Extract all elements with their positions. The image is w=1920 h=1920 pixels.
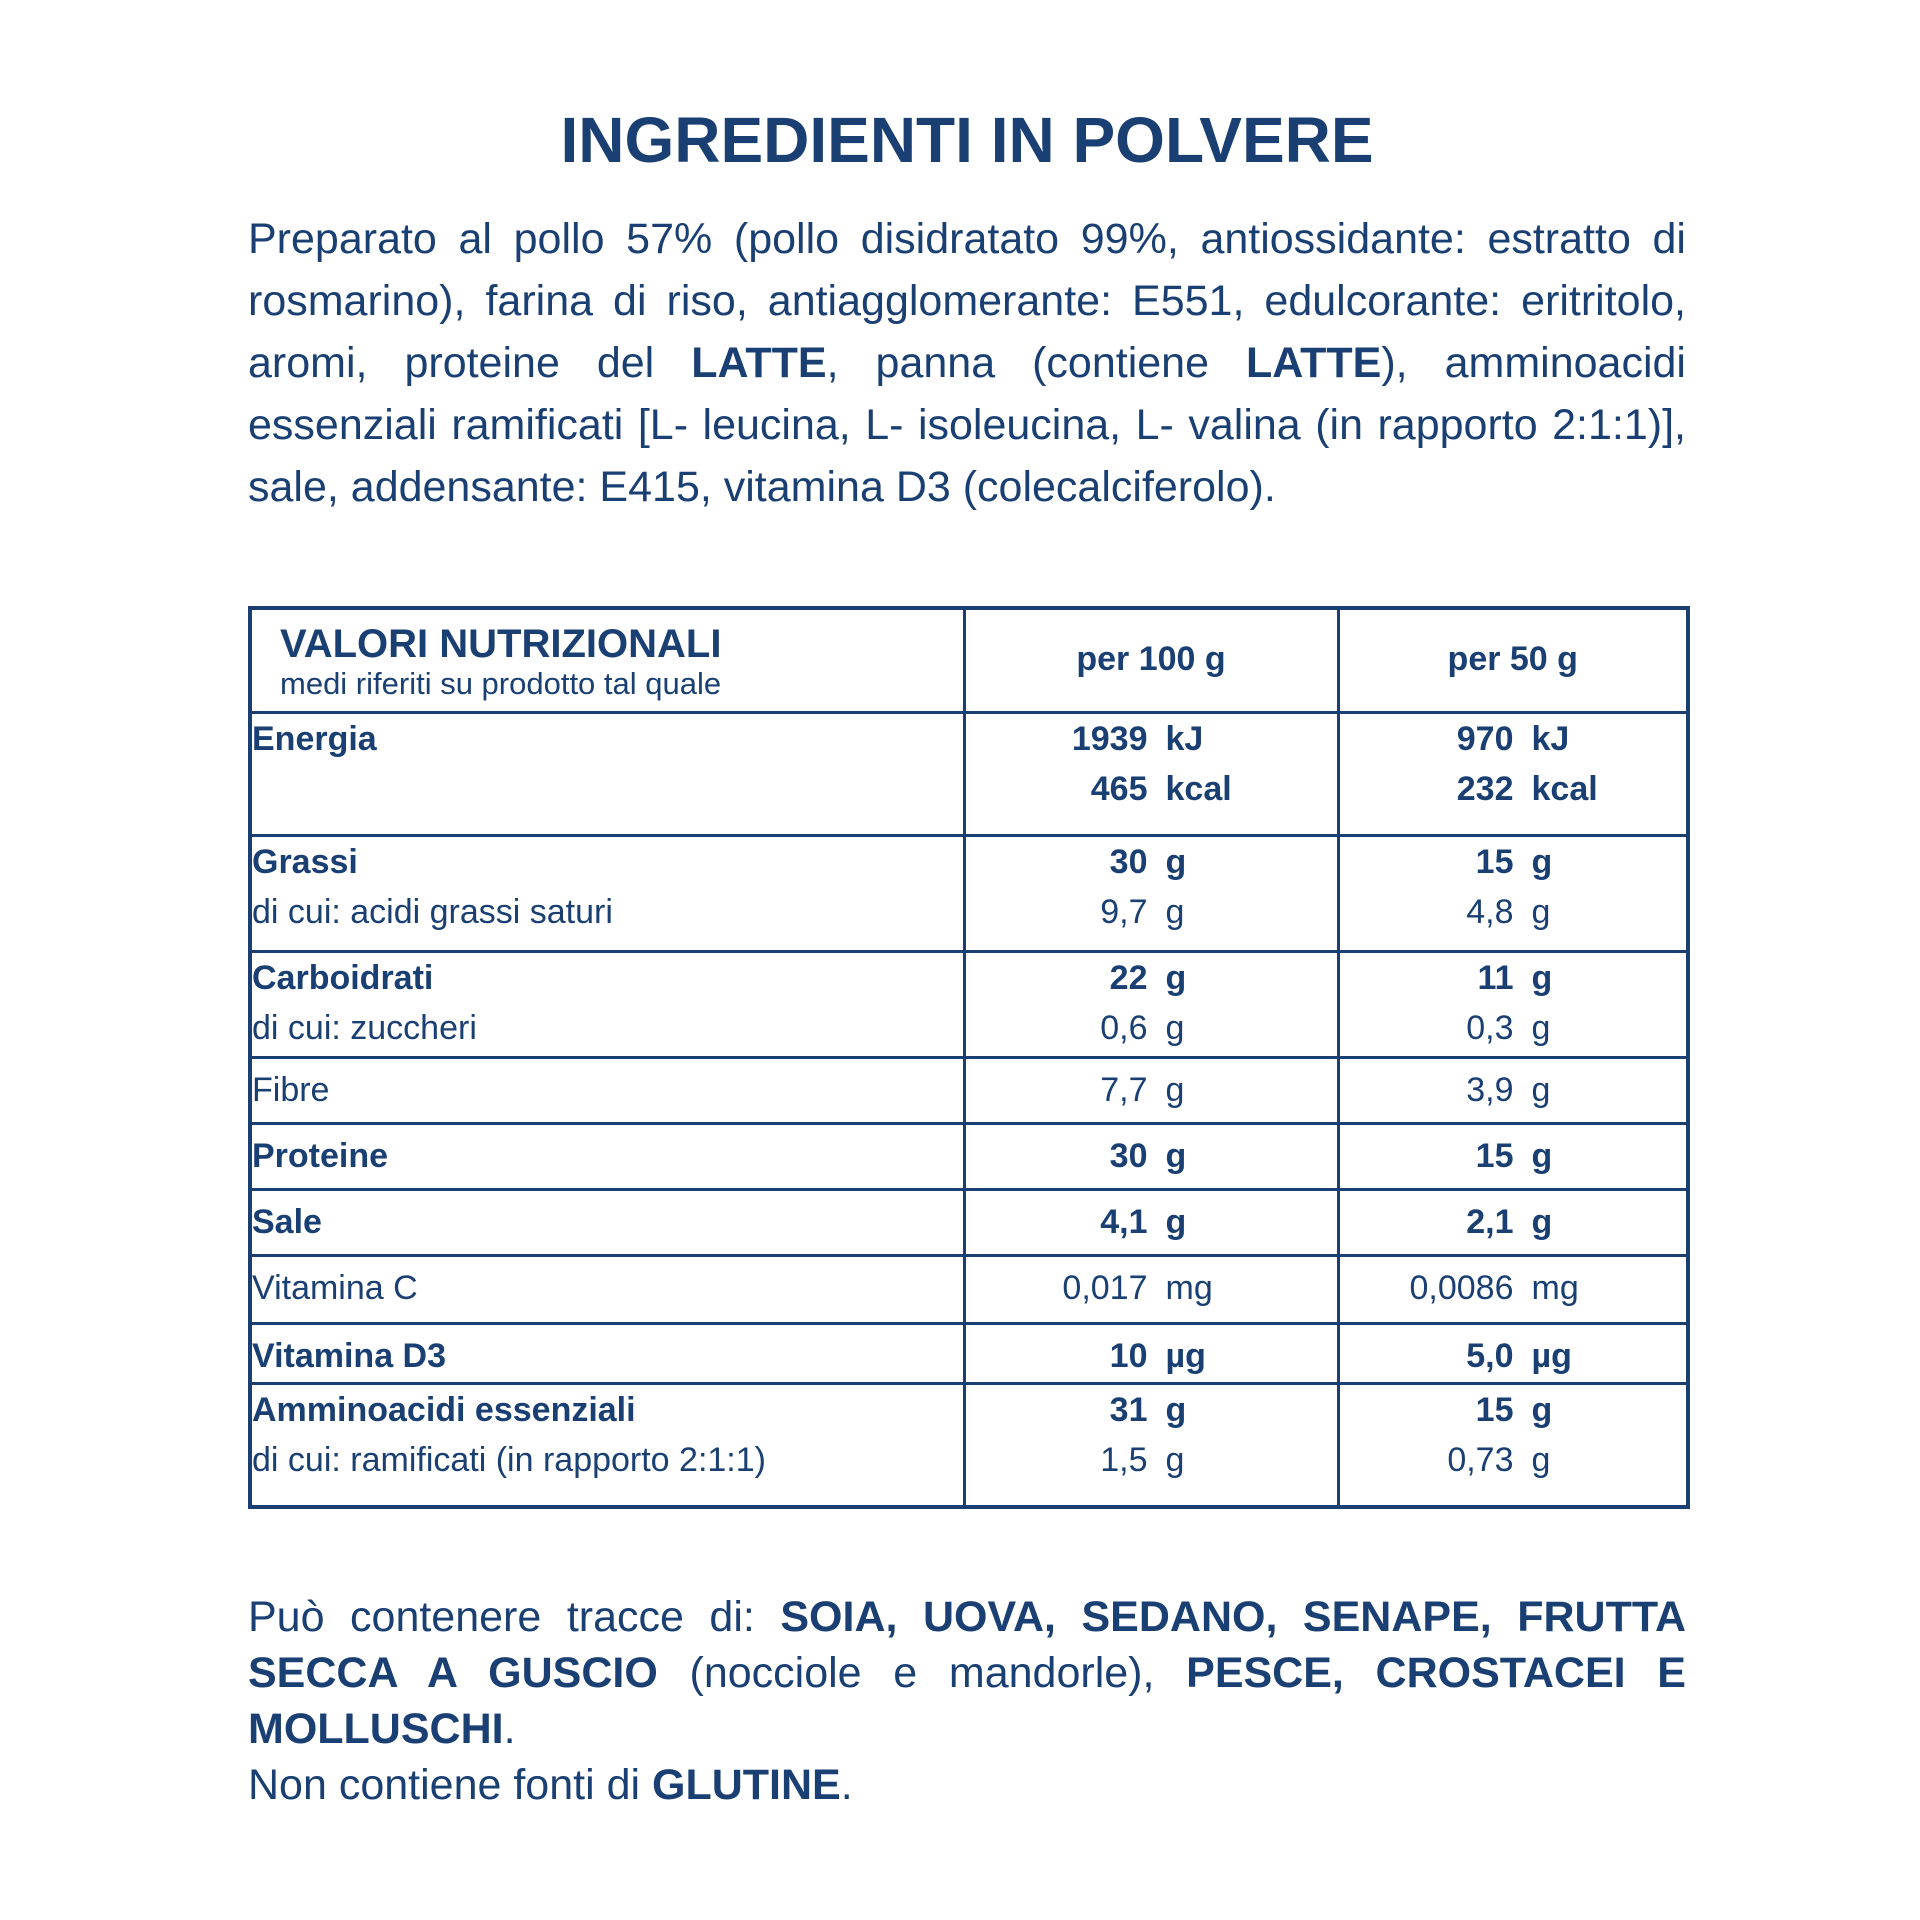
value-line bbox=[1340, 1435, 1687, 1485]
bold-text-segment: LATTE bbox=[1246, 339, 1382, 387]
label-page bbox=[248, 100, 1686, 1813]
nutrient-name-cell bbox=[250, 951, 964, 1057]
nutrition-row-carboidrati bbox=[250, 951, 1688, 1057]
value-unit: g bbox=[1531, 1440, 1551, 1479]
value-number: 9,7 bbox=[1100, 892, 1148, 931]
nutrient-name: Amminoacidi essenziali bbox=[252, 1390, 636, 1429]
value-number: 11 bbox=[1477, 958, 1514, 997]
nutrient-name: Proteine bbox=[252, 1136, 389, 1175]
value-cell-per-50g bbox=[1338, 1057, 1688, 1123]
value-number: 3,9 bbox=[1466, 1070, 1514, 1109]
value-cell-per-100g bbox=[964, 1255, 1338, 1323]
value-cell-per-100g bbox=[964, 1189, 1338, 1255]
value-line bbox=[1340, 764, 1687, 814]
value-number: 4,8 bbox=[1466, 892, 1514, 931]
value-line bbox=[1340, 1331, 1687, 1381]
ingredients-title: INGREDIENTI IN POLVERE bbox=[560, 104, 1374, 176]
value-unit: g bbox=[1531, 1008, 1551, 1047]
nutrient-name-cell bbox=[250, 1383, 964, 1507]
value-line bbox=[966, 1385, 1337, 1435]
nutrient-sub-name: di cui: acidi grassi saturi bbox=[252, 892, 613, 931]
value-number: 15 bbox=[1475, 1390, 1514, 1429]
value-number: 31 bbox=[1109, 1390, 1148, 1429]
nutrition-row-fibre bbox=[250, 1057, 1688, 1123]
value-unit: µg bbox=[1531, 1336, 1572, 1375]
nutrient-sub-name: di cui: ramificati (in rapporto 2:1:1) bbox=[252, 1440, 766, 1479]
value-line bbox=[966, 1131, 1337, 1181]
nutrient-name-cell bbox=[250, 1323, 964, 1383]
value-cell-per-50g bbox=[1338, 951, 1688, 1057]
value-number: 1939 bbox=[1071, 719, 1148, 758]
value-line bbox=[1340, 953, 1687, 1003]
value-cell-per-100g bbox=[964, 712, 1338, 835]
nutrient-name-cell bbox=[250, 712, 964, 835]
text-segment: Preparato al pollo 57% (pollo disidratato 99%, antiossidante: estratto di rosmarino), farina di riso, antiagglomerante: E551, edulcorante: eritritolo, aromi, proteine del bbox=[248, 215, 1686, 387]
nutrient-name-cell bbox=[250, 1255, 964, 1323]
value-unit: kJ bbox=[1531, 719, 1570, 758]
value-cell-per-100g bbox=[964, 1057, 1338, 1123]
value-number: 22 bbox=[1109, 958, 1148, 997]
value-line bbox=[966, 1197, 1337, 1247]
value-number: 15 bbox=[1475, 842, 1514, 881]
value-line bbox=[1340, 1065, 1687, 1115]
nutrient-name: Vitamina C bbox=[252, 1268, 418, 1307]
nutrient-name: Fibre bbox=[252, 1070, 330, 1109]
value-line bbox=[966, 953, 1337, 1003]
value-cell-per-50g bbox=[1338, 712, 1688, 835]
value-line bbox=[1340, 1385, 1687, 1435]
value-number: 4,1 bbox=[1100, 1202, 1148, 1241]
value-unit: kcal bbox=[1531, 769, 1598, 808]
value-number: 30 bbox=[1109, 842, 1148, 881]
nutrient-name: Grassi bbox=[252, 842, 358, 881]
value-unit: g bbox=[1165, 958, 1187, 997]
text-segment: . bbox=[840, 1761, 853, 1809]
text-segment: Non contiene fonti di bbox=[248, 1761, 652, 1809]
text-segment: Può contenere tracce di: bbox=[248, 1593, 781, 1641]
value-cell-per-100g bbox=[964, 1323, 1338, 1383]
value-number: 10 bbox=[1109, 1336, 1148, 1375]
value-number: 232 bbox=[1456, 769, 1514, 808]
nutrient-name-cell bbox=[250, 1057, 964, 1123]
value-unit: g bbox=[1531, 1202, 1553, 1241]
nutrient-name: Vitamina D3 bbox=[252, 1336, 447, 1375]
nutrient-name-cell bbox=[250, 1123, 964, 1189]
column-header-per-100g: per 100 g bbox=[964, 608, 1338, 712]
value-unit: g bbox=[1531, 842, 1553, 881]
text-segment: (nocciole e mandorle), bbox=[657, 1649, 1187, 1697]
value-cell-per-100g bbox=[964, 835, 1338, 951]
text-segment: ), amminoacidi essenziali ramificati [L- leucina, L- isoleucina, L- valina (in rapporto 2:1:1)], sale, addensante: E415, vitamina D3 (colecalciferolo). bbox=[248, 339, 1686, 511]
nutrition-row-sale bbox=[250, 1189, 1688, 1255]
allergen-traces-text bbox=[248, 1589, 1686, 1757]
text-segment: . bbox=[503, 1705, 516, 1753]
value-cell-per-50g bbox=[1338, 1189, 1688, 1255]
nutrient-sub-name: di cui: zuccheri bbox=[252, 1008, 477, 1047]
value-unit: g bbox=[1531, 958, 1553, 997]
value-line bbox=[966, 887, 1337, 937]
nutrient-name: Carboidrati bbox=[252, 958, 434, 997]
bold-text-segment: GLUTINE bbox=[652, 1761, 841, 1809]
value-number: 1,5 bbox=[1100, 1440, 1148, 1479]
value-line bbox=[966, 1003, 1337, 1053]
bold-text-segment: LATTE bbox=[691, 339, 827, 387]
value-unit: µg bbox=[1165, 1336, 1206, 1375]
ingredients-text bbox=[248, 208, 1686, 518]
value-line bbox=[1340, 837, 1687, 887]
value-cell-per-50g bbox=[1338, 1255, 1688, 1323]
column-header-per-50g: per 50 g bbox=[1338, 608, 1688, 712]
value-number: 0,6 bbox=[1100, 1008, 1148, 1047]
value-unit: g bbox=[1165, 1070, 1185, 1109]
value-unit: kJ bbox=[1165, 719, 1204, 758]
nutrition-table-subtitle: medi riferiti su prodotto tal quale bbox=[280, 666, 722, 701]
value-unit: kcal bbox=[1165, 769, 1232, 808]
nutrition-row-grassi bbox=[250, 835, 1688, 951]
value-cell-per-50g bbox=[1338, 835, 1688, 951]
value-line bbox=[966, 1263, 1337, 1313]
value-number: 0,017 bbox=[1062, 1268, 1148, 1307]
value-line bbox=[966, 1065, 1337, 1115]
nutrition-row-vitamina-d3 bbox=[250, 1323, 1688, 1383]
nutrient-name: Energia bbox=[252, 719, 377, 758]
value-line bbox=[966, 1331, 1337, 1381]
value-number: 0,73 bbox=[1447, 1440, 1514, 1479]
value-unit: g bbox=[1165, 1008, 1185, 1047]
value-cell-per-50g bbox=[1338, 1323, 1688, 1383]
value-unit: g bbox=[1165, 1440, 1185, 1479]
value-line bbox=[1340, 1131, 1687, 1181]
value-line bbox=[966, 837, 1337, 887]
text-segment: , panna (contiene bbox=[826, 339, 1246, 387]
value-line bbox=[1340, 1003, 1687, 1053]
value-line bbox=[1340, 714, 1687, 764]
value-unit: mg bbox=[1165, 1268, 1213, 1307]
value-unit: g bbox=[1531, 1070, 1551, 1109]
value-cell-per-50g bbox=[1338, 1123, 1688, 1189]
value-number: 7,7 bbox=[1100, 1070, 1148, 1109]
nutrition-header-row bbox=[250, 608, 1688, 712]
nutrition-row-vitamina-c bbox=[250, 1255, 1688, 1323]
value-number: 0,3 bbox=[1466, 1008, 1514, 1047]
value-line bbox=[1340, 1197, 1687, 1247]
value-number: 970 bbox=[1456, 719, 1514, 758]
value-line bbox=[966, 764, 1337, 814]
value-line bbox=[1340, 1263, 1687, 1313]
value-line bbox=[966, 1435, 1337, 1485]
value-cell-per-100g bbox=[964, 1123, 1338, 1189]
allergen-statement bbox=[248, 1589, 1686, 1813]
value-unit: g bbox=[1531, 1136, 1553, 1175]
value-line bbox=[1340, 887, 1687, 937]
nutrition-row-proteine bbox=[250, 1123, 1688, 1189]
value-unit: mg bbox=[1531, 1268, 1579, 1307]
bold-text-segment: PESCE, CROSTACEI E MOLLUSCHI bbox=[248, 1649, 1686, 1753]
nutrient-name: Sale bbox=[252, 1202, 322, 1241]
value-line bbox=[966, 714, 1337, 764]
value-unit: g bbox=[1165, 842, 1187, 881]
value-number: 15 bbox=[1475, 1136, 1514, 1175]
bold-text-segment: SOIA, UOVA, SEDANO, SENAPE, FRUTTA SECCA A GUSCIO bbox=[248, 1593, 1686, 1697]
value-unit: g bbox=[1165, 1202, 1187, 1241]
value-number: 465 bbox=[1090, 769, 1148, 808]
value-unit: g bbox=[1165, 1136, 1187, 1175]
nutrient-name-cell bbox=[250, 835, 964, 951]
value-unit: g bbox=[1531, 892, 1551, 931]
value-cell-per-50g bbox=[1338, 1383, 1688, 1507]
value-number: 5,0 bbox=[1466, 1336, 1514, 1375]
value-number: 2,1 bbox=[1466, 1202, 1514, 1241]
value-unit: g bbox=[1165, 1390, 1187, 1429]
nutrient-name-cell bbox=[250, 1189, 964, 1255]
value-number: 30 bbox=[1109, 1136, 1148, 1175]
nutrition-table bbox=[248, 606, 1690, 1509]
value-cell-per-100g bbox=[964, 1383, 1338, 1507]
nutrition-header-label-cell bbox=[250, 608, 964, 712]
value-number: 0,0086 bbox=[1409, 1268, 1514, 1307]
gluten-free-text bbox=[248, 1757, 1686, 1813]
value-cell-per-100g bbox=[964, 951, 1338, 1057]
value-unit: g bbox=[1531, 1390, 1553, 1429]
nutrition-row-amminoacidi bbox=[250, 1383, 1688, 1507]
nutrition-table-title: VALORI NUTRIZIONALI bbox=[280, 622, 722, 666]
value-unit: g bbox=[1165, 892, 1185, 931]
nutrition-row-energia bbox=[250, 712, 1688, 835]
